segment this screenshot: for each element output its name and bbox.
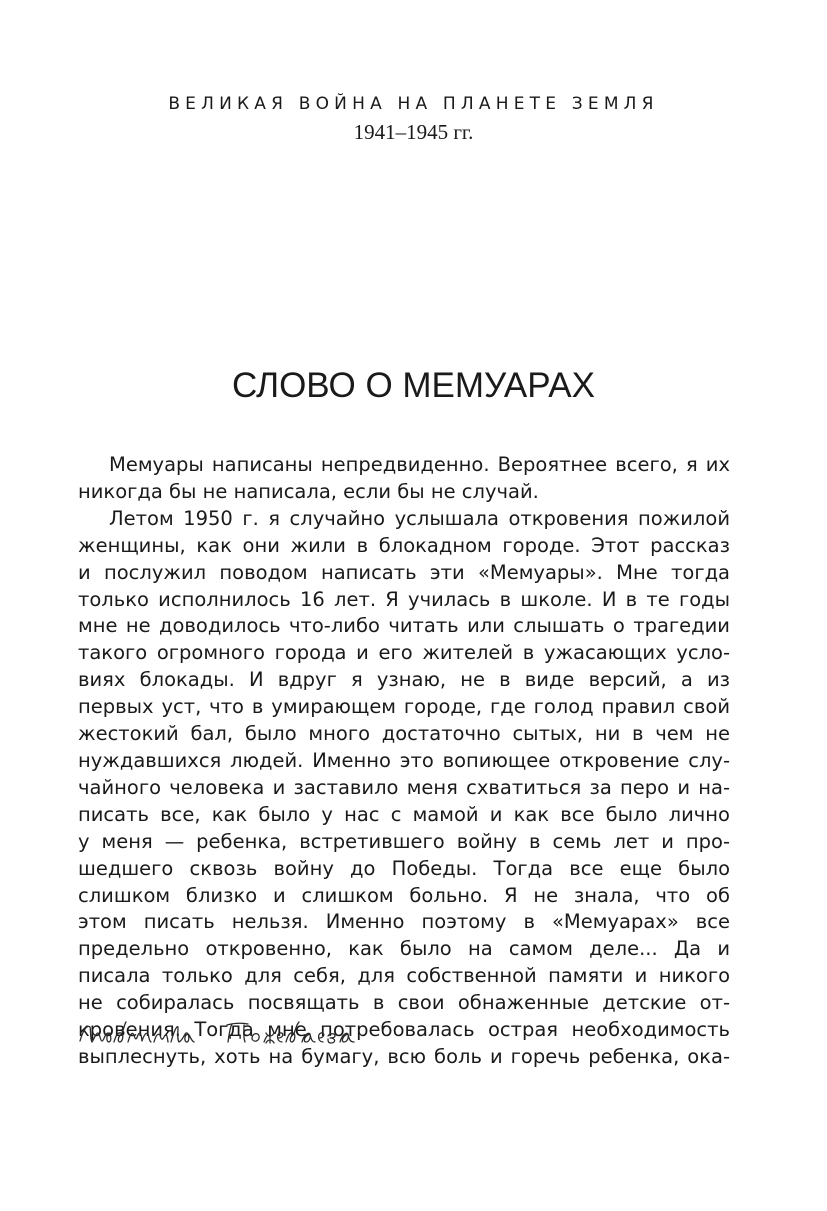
signature-graphic bbox=[78, 1017, 398, 1053]
text-line: Летом 1950 г. я случайно услышала откровения пожилой bbox=[109, 506, 730, 530]
paragraph-2 bbox=[78, 506, 730, 1071]
text-line: никогда бы не написала, если бы не случай. bbox=[78, 479, 539, 503]
text-line: не собиралась посвящать в свои обнаженные детские от- bbox=[78, 991, 730, 1015]
text-line: шедшего сквозь войну до Победы. Тогда все еще было bbox=[78, 856, 730, 880]
text-line: только исполнилось 16 лет. Я училась в школе. И в те годы bbox=[78, 587, 730, 611]
text-line: и послужил поводом написать эти «Мемуары». Мне тогда bbox=[78, 560, 730, 584]
text-line: выплеснуть, хоть на бумагу, всю боль и горечь ребенка, ока- bbox=[78, 1044, 730, 1068]
series-years: 1941–1945 гг. bbox=[353, 120, 474, 144]
text-line: мне не доводилось что-либо читать или слышать о трагедии bbox=[78, 614, 730, 638]
text-line: у меня — ребенка, встретившего войну в семь лет и про- bbox=[78, 829, 730, 853]
text-line: писать все, как было у нас с мамой и как все было лично bbox=[78, 802, 730, 826]
series-title: ВЕЛИКАЯ ВОЙНА НА ПЛАНЕТЕ ЗЕМЛЯ bbox=[168, 94, 659, 114]
text-line: этом писать нельзя. Именно поэтому в «Мемуарах» все bbox=[78, 910, 730, 934]
text-line: виях блокады. И вдруг я узнаю, не в виде версий, а из bbox=[78, 668, 730, 692]
text-line: предельно откровенно, как было на самом деле... Да и bbox=[78, 937, 730, 961]
text-line: писала только для себя, для собственной памяти и никого bbox=[78, 964, 730, 988]
handwritten-signature bbox=[78, 1017, 398, 1058]
text-line: нуждавшихся людей. Именно это вопиющее откровение слу- bbox=[78, 748, 730, 772]
text-line: слишком близко и слишком больно. Я не знала, что об bbox=[78, 883, 730, 907]
text-line: жестокий бал, было много достаточно сытых, ни в чем не bbox=[78, 722, 730, 746]
text-line: первых уст, что в умирающем городе, где голод правил свой bbox=[78, 695, 730, 719]
chapter-title: СЛОВО О МЕМУАРАХ bbox=[232, 366, 595, 405]
text-line: женщины, как они жили в блокадном городе. Этот рассказ bbox=[78, 533, 730, 557]
text-line: Мемуары написаны непредвиденно. Вероятнее всего, я их bbox=[109, 453, 730, 476]
text-line: чайного человека и заставило меня схватиться за перо и на- bbox=[78, 775, 730, 799]
text-line: кровения. Тогда мне потребовалась острая необходимость bbox=[78, 1018, 730, 1042]
body-text bbox=[78, 452, 730, 1071]
paragraph-1 bbox=[78, 452, 730, 506]
text-line: такого огромного города и его жителей в ужасающих усло- bbox=[78, 641, 730, 665]
